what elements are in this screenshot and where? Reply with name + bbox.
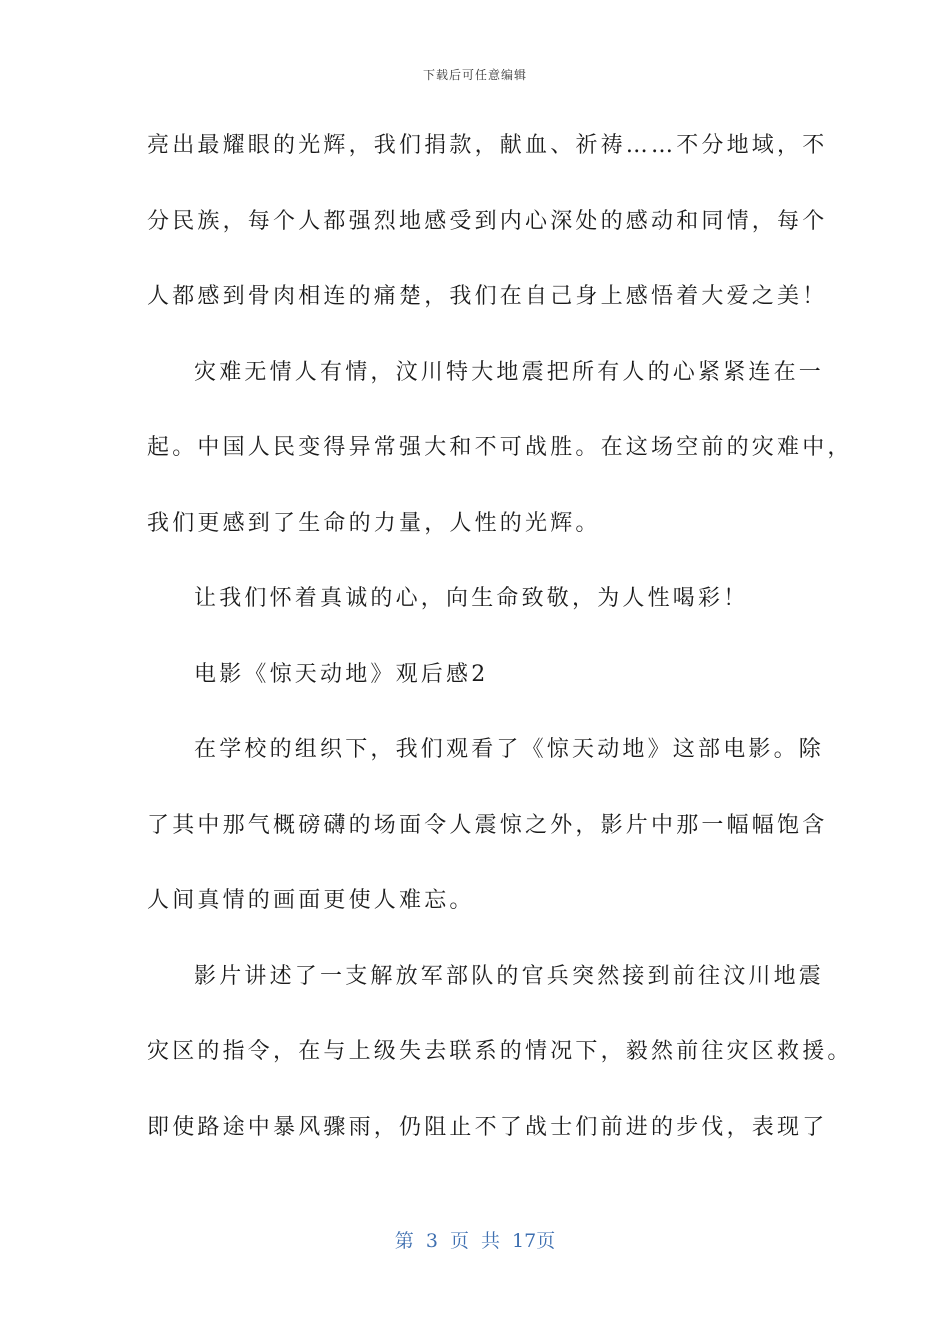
text-line: 灾难无情人有情，汶川特大地震把所有人的心紧紧连在一 <box>194 359 825 385</box>
page-header: 下载后可任意编辑 <box>422 68 527 82</box>
text-line: 在学校的组织下，我们观看了《惊天动地》这部电影。除 <box>194 737 825 762</box>
text-line: 我们更感到了生命的力量，人性的光辉。 <box>147 510 601 536</box>
text-line: 即使路途中暴风骤雨，仍阻止不了战士们前进的步伐，表现了 <box>147 1114 828 1140</box>
page-footer: 第 3 页 共 17页 <box>394 1230 556 1252</box>
text-line: 人都感到骨肉相连的痛楚，我们在自己身上感悟着大爱之美！ <box>147 284 828 309</box>
text-line: 让我们怀着真诚的心，向生命致敬，为人性喝彩！ <box>194 586 749 611</box>
text-line: 起。中国人民变得异常强大和不可战胜。在这场空前的灾难中， <box>147 435 853 460</box>
text-line: 亮出最耀眼的光辉，我们捐款，献血、祈祷……不分地域，不 <box>147 133 828 158</box>
document-body <box>147 128 853 1185</box>
text-line: 分民族，每个人都强烈地感受到内心深处的感动和同情，每个 <box>147 208 828 234</box>
text-line: 影片讲述了一支解放军部队的官兵突然接到前往汶川地震 <box>194 963 825 989</box>
text-line: 灾区的指令，在与上级失去联系的情况下，毅然前往灾区救援。 <box>147 1039 853 1064</box>
text-line: 人间真情的画面更使人难忘。 <box>147 888 475 913</box>
text-line: 电影《惊天动地》观后感2 <box>194 661 489 687</box>
text-line: 了其中那气概磅礴的场面令人震惊之外，影片中那一幅幅饱含 <box>147 812 828 838</box>
